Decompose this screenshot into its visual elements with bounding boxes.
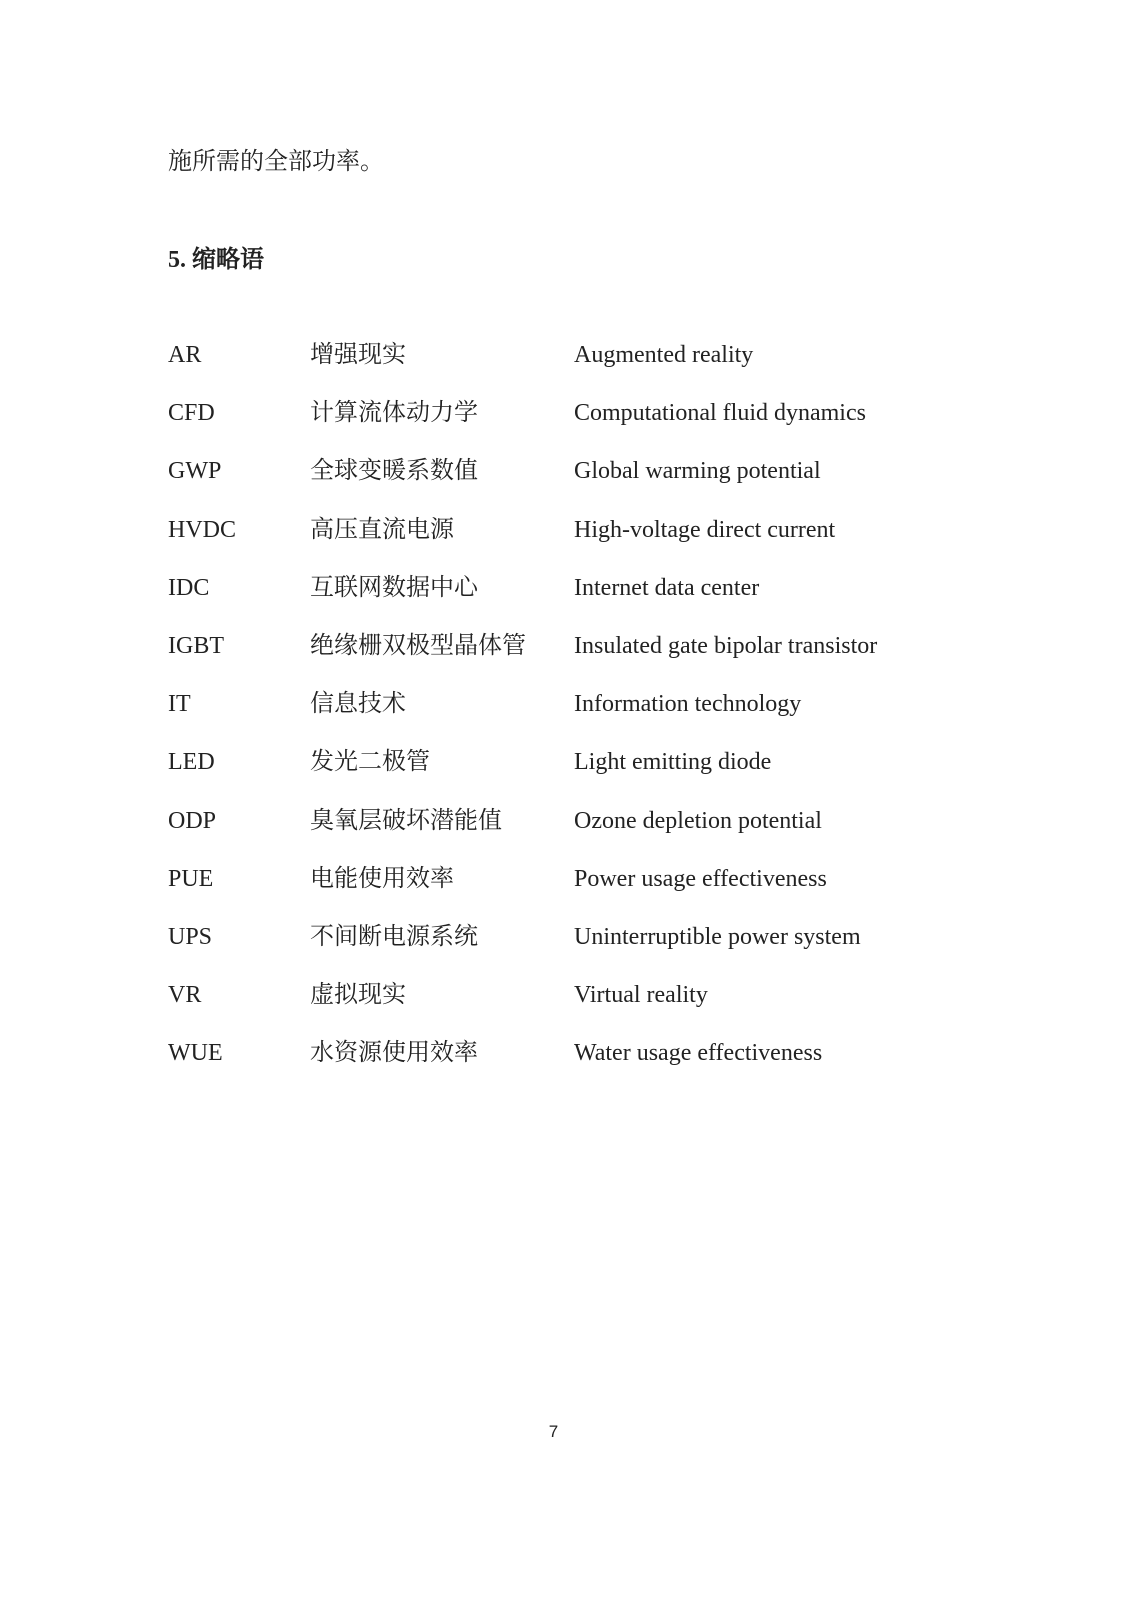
abbreviation-chinese-term: 绝缘栅双极型晶体管 <box>310 632 526 659</box>
abbreviation-chinese-term: 增强现实 <box>310 342 406 368</box>
abbreviation-chinese-term: 臭氧层破坏潜能值 <box>310 807 502 834</box>
abbreviation-row <box>168 337 968 395</box>
abbreviation-code: IGBT <box>168 632 224 659</box>
abbreviation-row <box>168 395 968 453</box>
abbreviation-chinese-term: 电能使用效率 <box>310 865 454 892</box>
abbreviation-english-term: Computational fluid dynamics <box>574 400 866 427</box>
abbreviation-row <box>168 744 968 802</box>
abbreviation-chinese-term: 全球变暖系数值 <box>310 458 478 485</box>
abbreviation-chinese-term: 互联网数据中心 <box>310 574 478 601</box>
abbreviation-row <box>168 512 968 570</box>
abbreviation-code: WUE <box>168 1040 223 1067</box>
section-heading: 5. 缩略语 <box>168 247 264 273</box>
abbreviation-chinese-term: 发光二极管 <box>310 749 430 776</box>
abbreviation-code: CFD <box>168 400 215 427</box>
abbreviation-row <box>168 686 968 744</box>
abbreviation-row <box>168 919 968 977</box>
abbreviation-table <box>168 337 968 1093</box>
abbreviation-code: GWP <box>168 458 222 485</box>
abbreviation-english-term: High-voltage direct current <box>574 516 836 543</box>
abbreviation-chinese-term: 虚拟现实 <box>310 982 406 1009</box>
abbreviation-code: LED <box>168 749 215 776</box>
abbreviation-english-term: Internet data center <box>574 574 760 601</box>
abbreviation-code: PUE <box>168 865 214 892</box>
abbreviation-chinese-term: 计算流体动力学 <box>310 400 478 427</box>
abbreviation-row <box>168 570 968 628</box>
abbreviation-row <box>168 861 968 919</box>
abbreviation-row <box>168 803 968 861</box>
abbreviation-english-term: Uninterruptible power system <box>574 923 861 950</box>
abbreviation-english-term: Insulated gate bipolar transistor <box>574 632 878 659</box>
abbreviation-row <box>168 1035 968 1093</box>
abbreviation-row <box>168 628 968 686</box>
abbreviation-english-term: Ozone depletion potential <box>574 807 822 834</box>
abbreviation-chinese-term: 信息技术 <box>310 691 406 718</box>
abbreviation-code: VR <box>168 982 202 1009</box>
abbreviation-english-term: Global warming potential <box>574 458 821 485</box>
abbreviation-code: AR <box>168 342 202 368</box>
abbreviation-code: IDC <box>168 574 210 601</box>
abbreviation-chinese-term: 水资源使用效率 <box>310 1040 478 1067</box>
abbreviation-code: IT <box>168 691 191 718</box>
abbreviation-english-term: Light emitting diode <box>574 749 772 776</box>
paragraph-continuation: 施所需的全部功率。 <box>168 149 384 175</box>
abbreviation-english-term: Information technology <box>574 691 802 718</box>
abbreviation-code: HVDC <box>168 516 237 543</box>
abbreviation-english-term: Power usage effectiveness <box>574 865 827 892</box>
abbreviation-code: UPS <box>168 923 213 950</box>
abbreviation-row <box>168 977 968 1035</box>
abbreviation-chinese-term: 高压直流电源 <box>310 516 454 543</box>
abbreviation-chinese-term: 不间断电源系统 <box>310 923 478 950</box>
abbreviation-english-term: Augmented reality <box>574 342 754 368</box>
abbreviation-code: ODP <box>168 807 217 834</box>
abbreviation-english-term: Water usage effectiveness <box>574 1040 823 1067</box>
abbreviation-english-term: Virtual reality <box>574 982 708 1009</box>
abbreviation-row <box>168 453 968 511</box>
page-number: 7 <box>548 1422 559 1441</box>
